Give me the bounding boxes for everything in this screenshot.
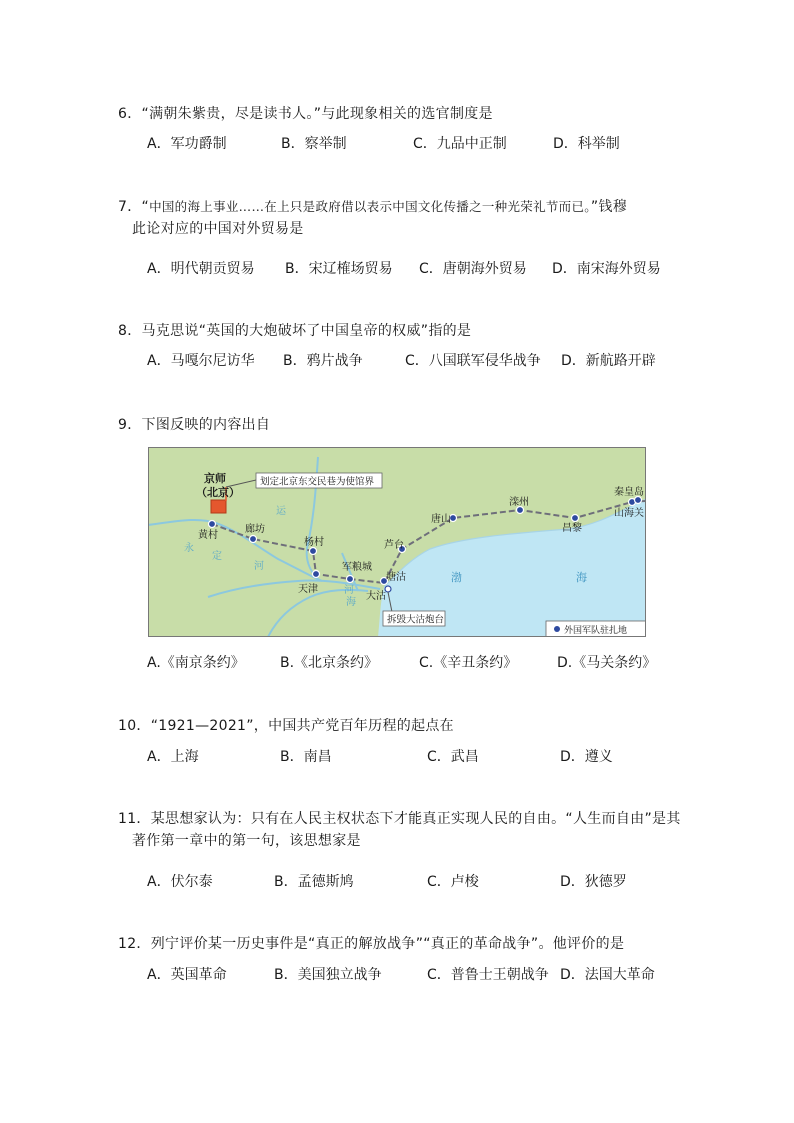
option-b[interactable]: B．南昌 bbox=[280, 749, 332, 765]
capital-sub-label: （北京） bbox=[196, 486, 240, 499]
fort-callout-text: 拆毁大沽炮台 bbox=[387, 614, 445, 626]
quote-text: 满朝朱紫贵，尽是读书人。 bbox=[149, 106, 314, 122]
question-text: ”指的是 bbox=[420, 323, 472, 339]
city-label: 唐山 bbox=[431, 514, 451, 525]
option-d[interactable]: D．狄德罗 bbox=[560, 874, 627, 890]
city-label: 廊坊 bbox=[245, 524, 265, 535]
quote-text: 人生而自由 bbox=[572, 811, 645, 827]
city-label: 秦皇岛 bbox=[614, 487, 644, 498]
question-number: 10． bbox=[118, 718, 151, 734]
options-7 bbox=[147, 258, 687, 280]
option-b[interactable]: B．美国独立战争 bbox=[274, 967, 382, 983]
river-label: 河 bbox=[344, 585, 354, 596]
option-b[interactable]: B.《北京条约》 bbox=[280, 655, 379, 671]
city-label: 芦台 bbox=[384, 540, 404, 551]
option-d[interactable]: D．科举制 bbox=[553, 136, 620, 152]
city-label: 滦州 bbox=[509, 497, 529, 508]
question-text: “1921—2021”，中国共产党百年历程的起点在 bbox=[150, 718, 454, 734]
river-label: 永 bbox=[184, 543, 194, 554]
question-number: 7． bbox=[118, 199, 142, 215]
question-number: 6． bbox=[118, 106, 142, 122]
option-a[interactable]: A.《南京条约》 bbox=[147, 655, 245, 671]
option-a[interactable]: A．明代朝贡贸易 bbox=[147, 261, 255, 277]
capital-label: 京师 bbox=[204, 472, 226, 485]
option-a[interactable]: A．马嘎尔尼访华 bbox=[147, 353, 255, 369]
station-junliangcheng bbox=[347, 576, 354, 583]
river-label: 河 bbox=[254, 561, 264, 572]
option-c[interactable]: C．八国联军侵华战争 bbox=[405, 353, 541, 369]
option-b[interactable]: B．宋辽榷场贸易 bbox=[285, 261, 393, 277]
question-text: 列宁评价某一历史事件是“ bbox=[150, 936, 316, 952]
question-text: ”“ bbox=[415, 936, 431, 952]
options-8 bbox=[147, 350, 687, 372]
question-text-continued: 著作第一章中的第一句，该思想家是 bbox=[132, 833, 361, 849]
question-6 bbox=[118, 103, 688, 125]
station-huangcun bbox=[209, 521, 216, 528]
options-11 bbox=[147, 871, 687, 893]
question-number: 9． bbox=[118, 417, 142, 433]
question-text: ”是其 bbox=[644, 811, 681, 827]
river-label: 海 bbox=[346, 597, 356, 608]
option-a[interactable]: A．伏尔泰 bbox=[147, 874, 213, 890]
option-c[interactable]: C．卢梭 bbox=[427, 874, 479, 890]
city-label: 杨村 bbox=[304, 537, 324, 548]
option-c[interactable]: C．唐朝海外贸易 bbox=[419, 261, 527, 277]
option-b[interactable]: B．孟德斯鸠 bbox=[274, 874, 354, 890]
question-text: 马克思说“ bbox=[141, 323, 207, 339]
legend-label: 外国军队驻扎地 bbox=[564, 626, 628, 636]
options-12 bbox=[147, 964, 687, 986]
question-9 bbox=[118, 414, 688, 436]
option-a[interactable]: A．上海 bbox=[147, 749, 199, 765]
sea-label: 渤 bbox=[451, 571, 462, 584]
river-label: 运 bbox=[276, 506, 286, 517]
question-text: “ bbox=[141, 199, 150, 215]
question-text: “ bbox=[141, 106, 150, 122]
option-d[interactable]: D．新航路开辟 bbox=[561, 353, 656, 369]
historical-map bbox=[148, 447, 646, 637]
option-c[interactable]: C．九品中正制 bbox=[413, 136, 507, 152]
city-label: 山海关 bbox=[614, 508, 644, 519]
option-d[interactable]: D．南宋海外贸易 bbox=[552, 261, 661, 277]
quote-text: 真正的革命战争 bbox=[430, 936, 531, 952]
option-d[interactable]: D．遵义 bbox=[560, 749, 613, 765]
station-yangcun bbox=[310, 548, 317, 555]
city-label: 黄村 bbox=[198, 530, 218, 541]
station-tianjin bbox=[313, 571, 320, 578]
quote-text: 中国的海上事业……在上只是政府借以表示中国文化传播之一种光荣礼节而已。 bbox=[149, 199, 591, 214]
city-label: 天津 bbox=[298, 584, 318, 595]
option-c[interactable]: C．普鲁士王朝战争 bbox=[427, 967, 549, 983]
question-7 bbox=[118, 196, 688, 240]
quote-text: 英国的大炮破坏了中国皇帝的权威 bbox=[206, 323, 421, 339]
capital-marker bbox=[211, 500, 226, 513]
options-9 bbox=[147, 652, 687, 674]
station-langfang bbox=[250, 536, 257, 543]
question-8 bbox=[118, 320, 688, 342]
question-number: 8． bbox=[118, 323, 142, 339]
question-text: ”与此现象相关的选官制度是 bbox=[313, 106, 493, 122]
option-b[interactable]: B．察举制 bbox=[281, 136, 347, 152]
question-text-continued: 此论对应的中国对外贸易是 bbox=[132, 221, 304, 237]
river-label: 定 bbox=[212, 551, 222, 562]
question-text: 某思想家认为：只有在人民主权状态下才能真正实现人民的自由。“ bbox=[150, 811, 573, 827]
options-10 bbox=[147, 746, 687, 768]
question-text: ”。他评价的是 bbox=[530, 936, 625, 952]
station-changli bbox=[572, 515, 579, 522]
option-c[interactable]: C.《辛丑条约》 bbox=[419, 655, 518, 671]
option-b[interactable]: B．鸦片战争 bbox=[283, 353, 363, 369]
city-label: 军粮城 bbox=[342, 562, 372, 573]
options-6 bbox=[147, 133, 687, 155]
question-12 bbox=[118, 933, 688, 955]
option-d[interactable]: D.《马关条约》 bbox=[557, 655, 657, 671]
option-c[interactable]: C．武昌 bbox=[427, 749, 479, 765]
quote-text: 真正的解放战争 bbox=[315, 936, 416, 952]
question-11 bbox=[118, 808, 688, 852]
question-10 bbox=[118, 715, 688, 737]
option-a[interactable]: A．军功爵制 bbox=[147, 136, 227, 152]
question-number: 11． bbox=[118, 811, 151, 827]
option-a[interactable]: A．英国革命 bbox=[147, 967, 227, 983]
option-d[interactable]: D．法国大革命 bbox=[560, 967, 655, 983]
legend-station-icon bbox=[554, 626, 560, 632]
legation-callout-text: 划定北京东交民巷为使馆界 bbox=[260, 476, 375, 488]
question-number: 12． bbox=[118, 936, 151, 952]
city-label: 昌黎 bbox=[562, 523, 582, 534]
city-label: 大沽 bbox=[366, 591, 386, 602]
city-label: 塘沽 bbox=[386, 572, 406, 583]
question-text: ”钱穆 bbox=[590, 199, 627, 215]
sea-label: 海 bbox=[576, 571, 587, 584]
question-text: 下图反映的内容出自 bbox=[141, 417, 271, 433]
